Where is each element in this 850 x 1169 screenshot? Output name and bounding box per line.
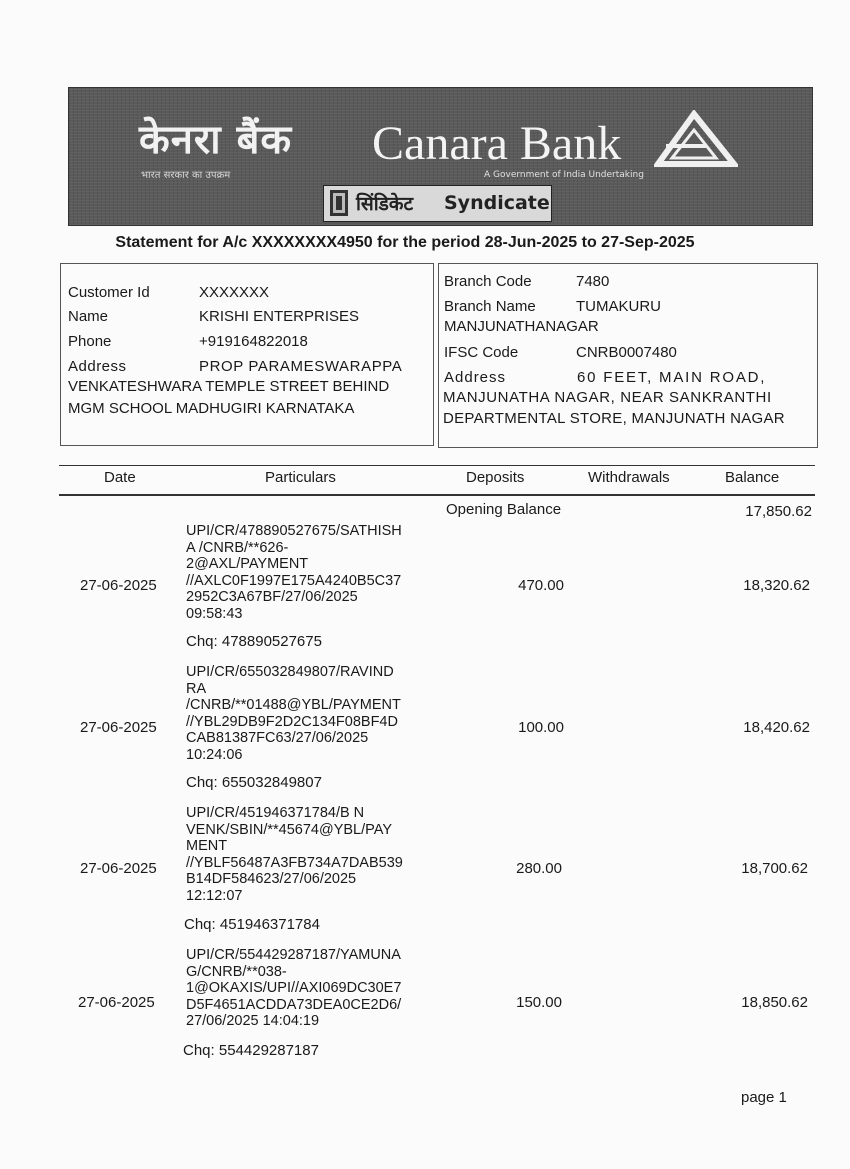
table-header-rule [59,494,815,496]
col-header-balance: Balance [725,469,780,486]
particulars-line: 27/06/2025 14:04:19 [186,1013,320,1029]
row-particulars [186,664,426,763]
row-deposit: 100.00 [518,719,564,736]
particulars-line: UPI/CR/451946371784/B N [186,805,365,821]
branch-address-line-1: 60 FEET, MAIN ROAD, [577,369,767,386]
particulars-line: VENK/SBIN/**45674@YBL/PAY [186,821,393,838]
row-particulars [186,805,426,904]
row-deposit: 280.00 [516,860,562,877]
row-cheque: Chq: 478890527675 [186,633,322,650]
page-number: page 1 [741,1089,787,1106]
address-label: Address [68,358,127,375]
col-header-deposits: Deposits [466,469,525,486]
row-balance: 18,320.62 [743,577,810,594]
syndicate-english-name: Syndicate [444,192,550,214]
particulars-line: /CNRB/**01488@YBL/PAYMENT [186,697,401,713]
row-balance: 18,850.62 [741,994,808,1011]
branch-name-label: Branch Name [444,298,536,315]
branch-info-box [438,263,818,448]
particulars-line: G/CNRB/**038- [186,963,287,980]
name-label: Name [68,308,109,325]
row-balance: 18,700.62 [741,860,808,877]
customer-id-value: XXXXXXX [199,284,270,301]
opening-balance-label: Opening Balance [446,501,562,518]
name-value: KRISHI ENTERPRISES [199,308,360,325]
gov-tagline: A Government of India Undertaking [484,170,644,180]
particulars-line: A /CNRB/**626- [186,539,289,556]
row-cheque: Chq: 554429287187 [183,1042,319,1059]
bank-hindi-tagline: भारत सरकार का उपक्रम [141,170,231,181]
row-deposit: 470.00 [518,577,564,594]
bank-hindi-name: केनरा बैंक [139,116,293,163]
particulars-line: 2952C3A67BF/27/06/2025 [186,589,358,605]
customer-info-box [60,263,434,446]
branch-name-value-2: MANJUNATHANAGAR [444,318,599,335]
phone-value: +919164822018 [199,333,308,350]
branch-code-label: Branch Code [444,273,532,290]
branch-address-label: Address [444,369,507,386]
branch-address-line-3: DEPARTMENTAL STORE, MANJUNATH NAGAR [443,410,785,427]
particulars-line: //AXLC0F1997E175A4240B5C37 [186,572,402,589]
branch-code-value: 7480 [576,273,610,290]
address-line-2: VENKATESHWARA TEMPLE STREET BEHIND [68,378,390,395]
row-date: 27-06-2025 [80,719,157,736]
bank-banner [68,87,813,226]
particulars-line: 09:58:43 [186,605,243,622]
statement-title: Statement for A/c XXXXXXXX4950 for the period 28-Jun-2025 to 27-Sep-2025 [115,234,695,251]
table-top-rule [59,465,815,466]
col-header-withdrawals: Withdrawals [588,469,670,486]
row-date: 27-06-2025 [80,860,157,877]
particulars-line: B14DF584623/27/06/2025 [186,871,357,887]
particulars-line: //YBLF56487A3FB734A7DAB539 [186,854,403,871]
row-particulars [186,523,426,622]
particulars-line: 12:12:07 [186,887,243,904]
syndicate-hindi-name: सिंडिकेट [356,193,414,215]
row-date: 27-06-2025 [80,577,157,594]
opening-balance-value: 17,850.62 [745,503,812,520]
particulars-line: 1@OKAXIS/UPI//AXI069DC30E7 [186,980,402,996]
ifsc-label: IFSC Code [444,344,519,361]
bank-english-name: Canara Bank [372,117,622,170]
branch-name-value: TUMAKURU [576,298,661,315]
col-header-particulars: Particulars [265,469,336,486]
phone-label: Phone [68,333,112,350]
row-deposit: 150.00 [516,994,562,1011]
particulars-line: UPI/CR/478890527675/SATHISH [186,523,402,539]
row-cheque: Chq: 451946371784 [184,916,320,933]
address-line-1: PROP PARAMESWARAPPA [199,358,403,375]
syndicate-logo-icon [330,190,348,216]
particulars-line: RA [186,680,207,697]
row-particulars [186,947,426,1030]
particulars-line: 10:24:06 [186,746,243,763]
particulars-line: UPI/CR/655032849807/RAVIND [186,664,394,680]
customer-id-label: Customer Id [68,284,150,301]
row-date: 27-06-2025 [78,994,155,1011]
row-balance: 18,420.62 [743,719,810,736]
address-line-3: MGM SCHOOL MADHUGIRI KARNATAKA [68,400,355,417]
particulars-line: //YBL29DB9F2D2C134F08BF4D [186,713,398,730]
branch-address-line-2: MANJUNATHA NAGAR, NEAR SANKRANTHI [443,389,772,406]
particulars-line: UPI/CR/554429287187/YAMUNA [186,947,401,963]
particulars-line: D5F4651ACDDA73DEA0CE2D6/ [186,996,402,1013]
particulars-line: CAB81387FC63/27/06/2025 [186,730,369,746]
row-cheque: Chq: 655032849807 [186,774,322,791]
col-header-date: Date [104,469,136,486]
syndicate-badge [323,185,552,222]
particulars-line: MENT [186,838,228,854]
particulars-line: 2@AXL/PAYMENT [186,556,309,572]
ifsc-value: CNRB0007480 [576,344,677,361]
canara-logo-icon [654,110,738,170]
